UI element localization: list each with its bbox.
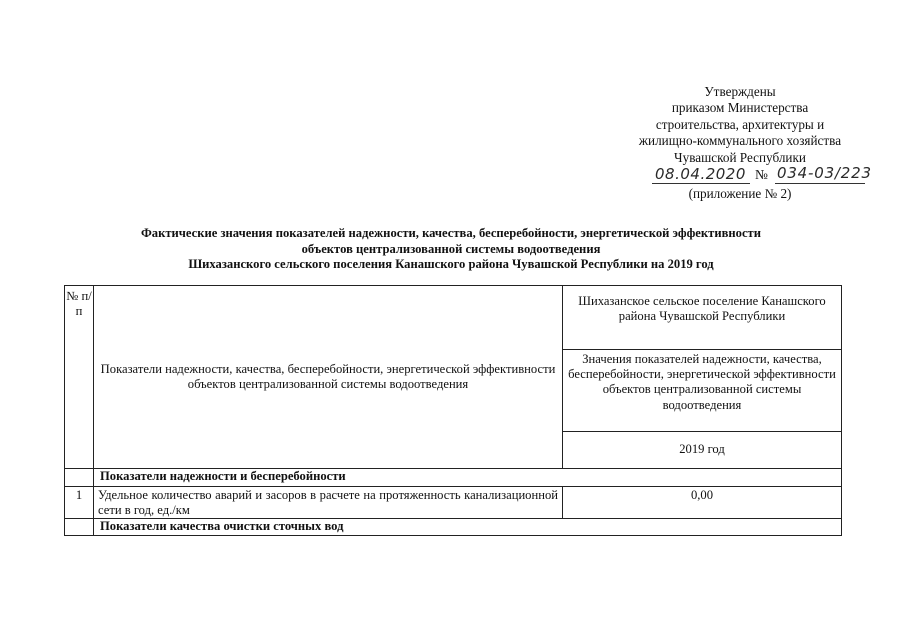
handwritten-date: 08.04.2020 — [655, 165, 746, 184]
header-num-cell — [65, 286, 94, 469]
section-label: Показатели качества очистки сточных вод — [94, 519, 842, 536]
row-num: 1 — [65, 487, 94, 519]
header-org: Шихазанское сельское поселение Канашского района Чувашской Республики — [578, 294, 826, 324]
row-value: 0,00 — [563, 487, 842, 519]
table-row — [65, 487, 842, 519]
header-values: Значения показателей надежности, качества, бесперебойности, энергетической эффективности объектов централизованной системы водоотведения — [568, 352, 836, 412]
header-org-cell — [563, 286, 842, 350]
section-row — [65, 519, 842, 536]
approval-line: Чувашской Республики — [674, 149, 806, 165]
approval-block — [590, 84, 890, 202]
indicators-table — [64, 285, 842, 536]
approval-line: Утверждены — [704, 84, 776, 99]
header-values-cell — [563, 350, 842, 432]
section-label: Показатели надежности и бесперебойности — [94, 469, 842, 487]
date-underline — [652, 183, 750, 184]
approval-line: строительства, архитектуры и — [655, 116, 825, 132]
document-title — [60, 226, 842, 273]
appendix-note: (приложение № 2) — [688, 186, 792, 202]
section-row — [65, 469, 842, 487]
approval-line: жилищно-коммунального хозяйства — [638, 133, 842, 149]
header-indicators: Показатели надежности, качества, бесперебойности, энергетической эффективности объектов централизованной системы водоотведения — [100, 361, 556, 391]
header-indicators-cell — [94, 286, 563, 469]
title-line: Шихазанского сельского поселения Канашского района Чувашской Республики на 2019 год — [188, 257, 714, 271]
header-year: 2019 год — [679, 442, 725, 457]
approval-line: приказом Министерства — [671, 100, 809, 116]
number-underline — [775, 183, 865, 184]
title-line: Фактические значения показателей надежности, качества, бесперебойности, энергетической эффективности — [140, 226, 761, 240]
header-num: № п/п — [66, 289, 92, 319]
title-line: объектов централизованной системы водоотведения — [301, 241, 601, 256]
header-year-cell — [563, 432, 842, 469]
row-indicator: Удельное количество аварий и засоров в расчете на протяженность канализационной сети в год, ед./км — [94, 487, 563, 519]
handwritten-order-number: 034-03/223 — [777, 164, 872, 183]
number-sign: № — [755, 167, 768, 183]
order-date-number — [590, 166, 890, 186]
